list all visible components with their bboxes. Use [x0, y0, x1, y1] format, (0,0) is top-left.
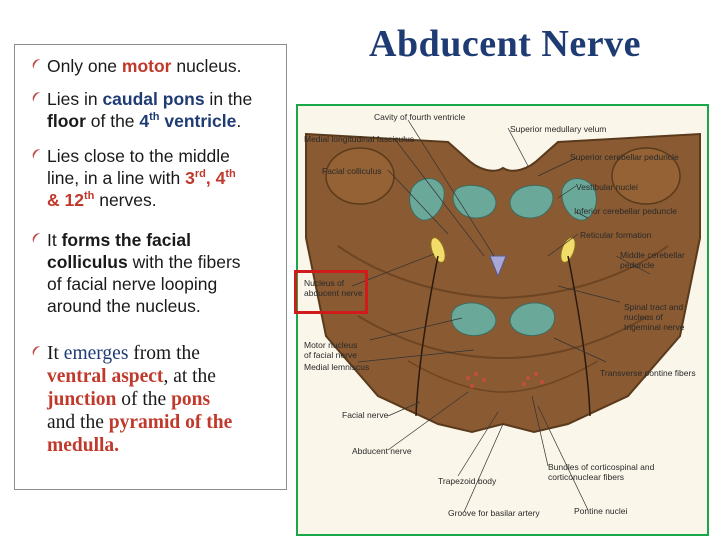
bullet-1: Only one motor nucleus. — [47, 55, 242, 77]
label-facial-colliculus: Facial colliculus — [322, 166, 382, 176]
label-mid-cer-2: peduncle — [620, 260, 655, 270]
label-motor-facial-1: Motor nucleus — [304, 340, 358, 350]
label-pontine-nuclei: Pontine nuclei — [574, 506, 628, 516]
bullet-marker-icon — [33, 233, 43, 245]
bullet-textbox — [14, 44, 287, 490]
bullet-marker-icon — [33, 59, 43, 71]
label-cavity: Cavity of fourth ventricle — [374, 112, 466, 122]
label-inf-cer: Inferior cerebellar peduncle — [574, 206, 678, 216]
bullet-marker-icon — [33, 149, 43, 161]
abducent-nucleus-highlight-box — [294, 270, 368, 314]
label-mid-cer-1: Middle cerebellar — [620, 250, 685, 260]
label-spinal-3: trigeminal nerve — [624, 322, 685, 332]
label-sup-cer: Superior cerebellar peduncle — [570, 152, 679, 162]
bullet-marker-icon — [33, 92, 43, 104]
label-motor-facial-2: of facial nerve — [304, 350, 357, 360]
label-transverse-pontine: Transverse pontine fibers — [600, 368, 696, 378]
bullet-marker-icon — [33, 346, 43, 358]
label-reticular: Reticular formation — [580, 230, 652, 240]
label-bundles-2: corticonuclear fibers — [548, 472, 625, 482]
bullet-2: Lies in caudal pons in the floor of the 4th ventricle. — [47, 88, 252, 132]
bullet-3: Lies close to the middle line, in a line with 3rd, 4th & 12th nerves. — [47, 145, 236, 211]
label-mlf: Medial longitudinal fasciculus — [304, 134, 415, 144]
label-spinal-1: Spinal tract and — [624, 302, 684, 312]
label-facial-nerve: Facial nerve — [342, 410, 389, 420]
label-medial-lemniscus: Medial lemniscus — [304, 362, 370, 372]
label-spinal-2: nucleus of — [624, 312, 663, 322]
label-abducent-nerve: Abducent nerve — [352, 446, 412, 456]
label-sup-velum: Superior medullary velum — [510, 124, 607, 134]
label-trapezoid: Trapezoid body — [438, 476, 497, 486]
bullet-4: It forms the facial colliculus with the fibers of facial nerve looping around the nucleus. — [47, 229, 241, 317]
label-bundles-1: Bundles of corticospinal and — [548, 462, 655, 472]
pons-cross-section-diagram — [296, 104, 709, 536]
label-groove-basilar: Groove for basilar artery — [448, 508, 540, 518]
label-nucleus-abducent-1: Nucleus of — [304, 278, 345, 288]
bullet-5: It emerges from the ventral aspect, at the junction of the pons and the pyramid of the medulla. — [47, 342, 232, 457]
label-nucleus-abducent-2: abducent nerve — [304, 288, 363, 298]
label-vestibular: Vestibular nuclei — [576, 182, 638, 192]
slide-title: Abducent Nerve — [369, 23, 641, 65]
